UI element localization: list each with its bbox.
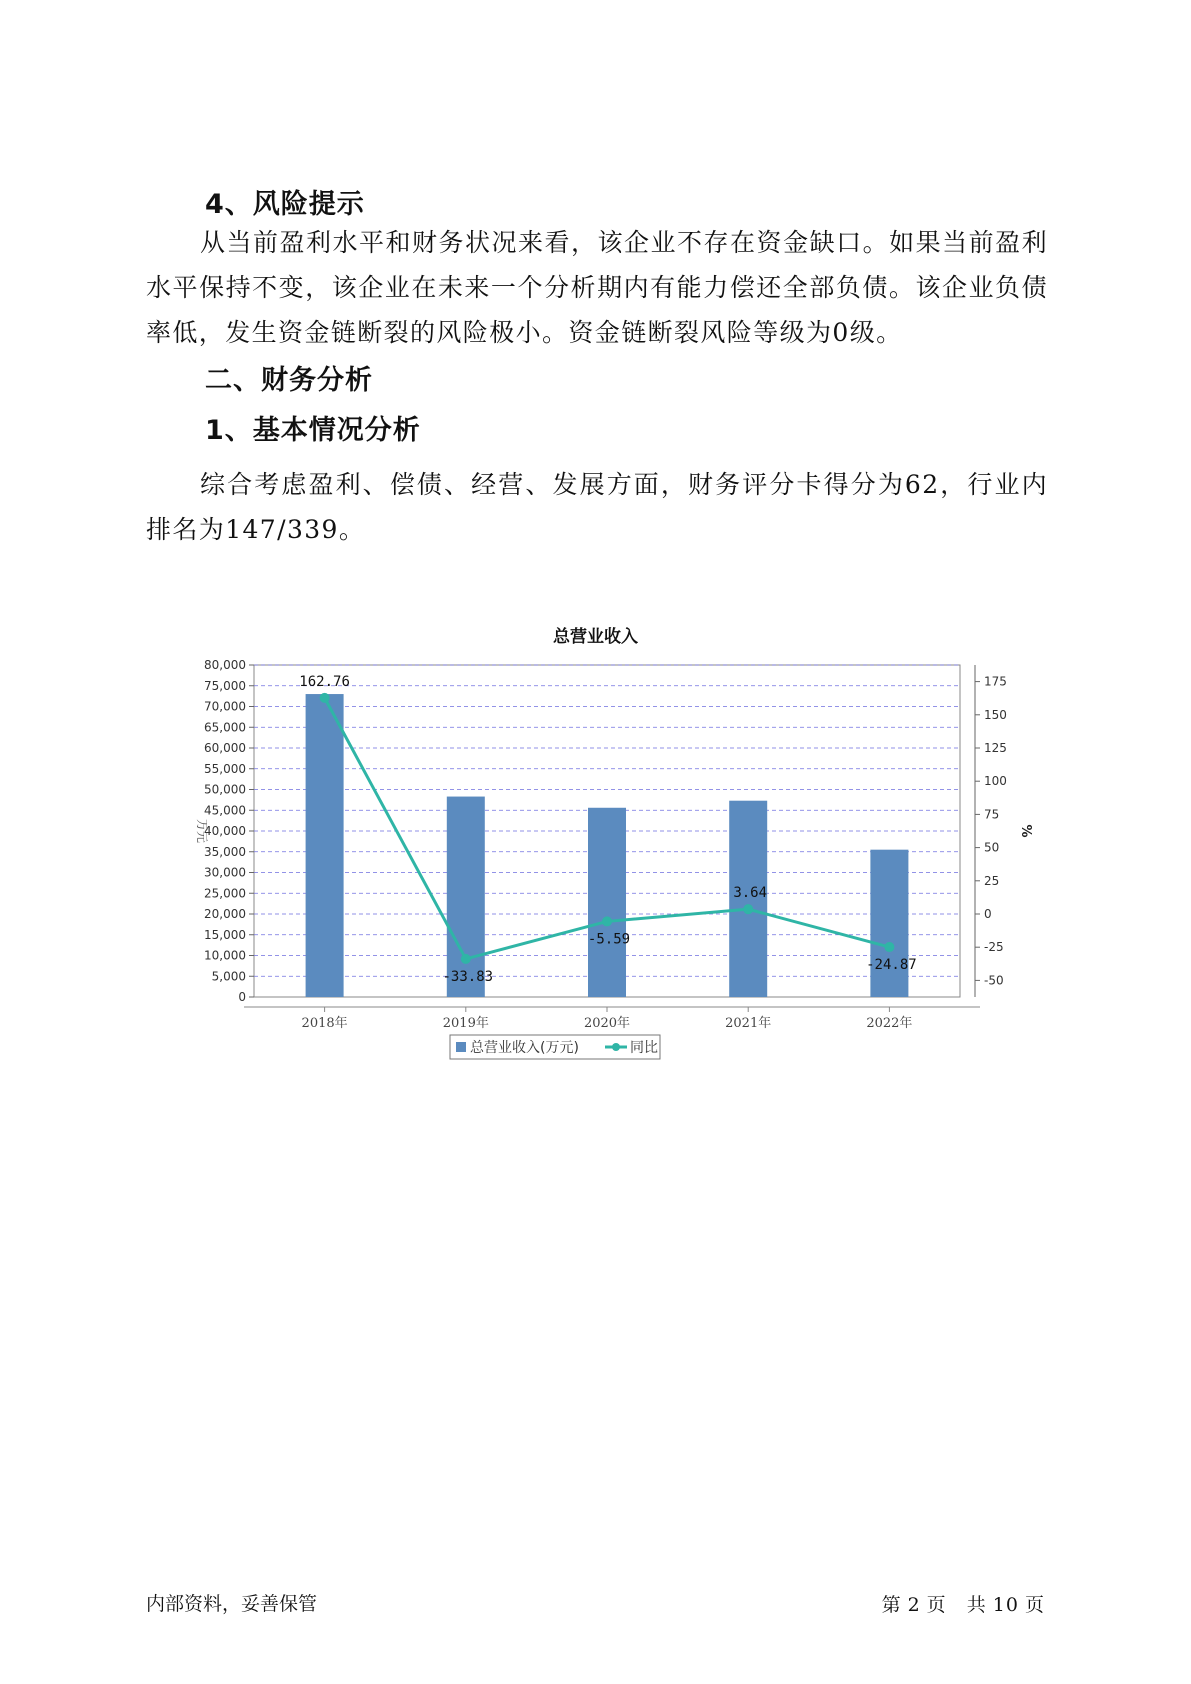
footer-confidential-note: 内部资料，妥善保管 [146, 1593, 318, 1615]
y-tick-label-right: 25 [984, 873, 1000, 888]
x-tick-label: 2020年 [583, 1016, 631, 1031]
yoy-point [461, 954, 471, 964]
y-tick-label-left: 30,000 [204, 865, 246, 880]
y-tick-label-right: 75 [984, 807, 1000, 822]
y-tick-label-left: 35,000 [204, 844, 246, 859]
y-tick-label-left: 55,000 [204, 761, 246, 776]
y-tick-label-left: 45,000 [204, 803, 246, 818]
basic-analysis-paragraph: 综合考虑盈利、偿债、经营、发展方面，财务评分卡得分为62，行业内排名为147/339。 [146, 470, 1048, 544]
y-tick-label-right: 175 [984, 674, 1007, 689]
yoy-point [602, 916, 612, 926]
legend-label-revenue: 总营业收入(万元) [470, 1040, 579, 1056]
yoy-data-label: 162.76 [299, 673, 350, 690]
bar [870, 850, 908, 997]
y-axis-label-left: 万元 [195, 818, 209, 844]
yoy-data-label: -24.87 [866, 957, 917, 974]
y-tick-label-right: 50 [984, 840, 1000, 855]
total-unit: 页 [1024, 1594, 1045, 1616]
total-pages: 10 [992, 1594, 1019, 1616]
y-tick-label-left: 15,000 [204, 927, 246, 942]
legend-swatch-revenue [456, 1042, 466, 1052]
section-heading-financial-analysis: 二、财务分析 [205, 365, 373, 396]
y-tick-label-left: 75,000 [204, 678, 246, 693]
chart-title: 总营业收入 [553, 627, 638, 647]
total-prefix: 共 [966, 1594, 987, 1616]
y-axis-label-right: % [1018, 824, 1033, 838]
y-tick-label-left: 10,000 [204, 948, 246, 963]
bar [588, 808, 626, 997]
y-tick-label-left: 5,000 [211, 969, 246, 984]
page-unit: 页 [926, 1594, 947, 1616]
legend-swatch-yoy-dot [612, 1043, 620, 1051]
y-tick-label-right: 125 [984, 741, 1007, 755]
y-tick-label-right: -50 [984, 973, 1004, 988]
footer-page-info [879, 1590, 1048, 1617]
risk-paragraph: 从当前盈利水平和财务状况来看，该企业不存在资金缺口。如果当前盈利水平保持不变，该企业在未来一个分析期内有能力偿还全部负债。该企业负债率低，发生资金链断裂的风险极小。资金链断裂风险等级为0级。 [146, 228, 1048, 347]
yoy-data-label: -5.59 [587, 931, 631, 948]
y-tick-label-left: 25,000 [204, 886, 246, 901]
y-tick-label-left: 0 [238, 990, 246, 1004]
x-tick-label: 2022年 [866, 1016, 913, 1031]
page-prefix: 第 [881, 1594, 902, 1616]
y-tick-label-left: 20,000 [204, 907, 246, 921]
section-heading-basic-analysis: 1、基本情况分析 [205, 415, 421, 446]
y-tick-label-left: 70,000 [204, 699, 246, 714]
yoy-data-label: -33.83 [442, 968, 494, 985]
y-tick-label-right: -25 [984, 940, 1004, 955]
x-tick-label: 2021年 [725, 1016, 772, 1031]
y-tick-label-left: 65,000 [204, 720, 246, 735]
y-tick-label-left: 50,000 [204, 782, 246, 797]
revenue-chart [180, 650, 1033, 1070]
yoy-point [320, 693, 330, 703]
yoy-point [743, 904, 753, 914]
bar [447, 797, 485, 997]
y-tick-label-left: 40,000 [204, 824, 246, 838]
x-tick-label: 2019年 [442, 1016, 489, 1031]
bar [306, 694, 344, 997]
y-tick-label-right: 100 [984, 774, 1007, 789]
y-tick-label-right: 0 [984, 907, 992, 921]
page-number: 2 [907, 1594, 921, 1616]
yoy-data-label: 3.64 [733, 885, 768, 902]
yoy-point [884, 942, 894, 952]
legend-label-yoy: 同比 [630, 1040, 658, 1056]
y-tick-label-left: 60,000 [204, 741, 246, 755]
x-tick-label: 2018年 [301, 1016, 348, 1031]
y-tick-label-left: 80,000 [204, 658, 246, 672]
section-heading-risk: 4、风险提示 [205, 189, 365, 220]
y-tick-label-right: 150 [984, 707, 1007, 722]
